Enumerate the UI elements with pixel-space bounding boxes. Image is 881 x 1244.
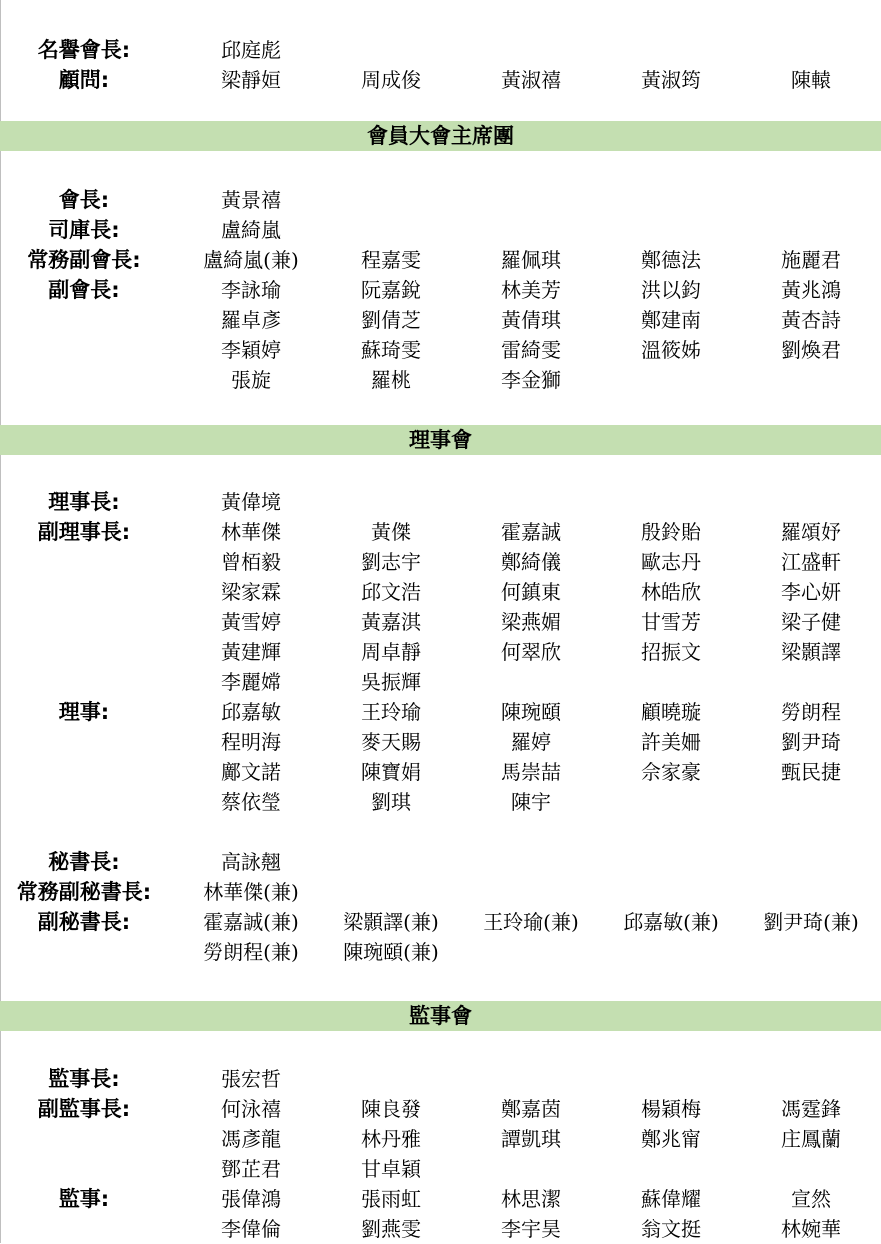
roster-row xyxy=(0,667,881,697)
member-name: 劉尹琦 xyxy=(781,730,841,754)
member-name: 鄭兆甯 xyxy=(641,1127,701,1151)
member-name: 李麗嫦 xyxy=(221,670,281,694)
member-name: 王玲瑜 xyxy=(361,700,421,724)
member-name: 鄭嘉茵 xyxy=(501,1097,561,1121)
member-name: 顧曉璇 xyxy=(641,700,701,724)
member-name: 黃嘉淇 xyxy=(361,610,421,634)
member-name: 梁靜姮 xyxy=(221,68,281,92)
member-name: 何翠欣 xyxy=(501,640,561,664)
member-name: 梁燕媚 xyxy=(501,610,561,634)
member-name: 羅桃 xyxy=(371,368,411,392)
member-name: 高詠翹 xyxy=(221,850,281,874)
member-name: 鄭德法 xyxy=(641,248,701,272)
member-name: 黃建輝 xyxy=(221,640,281,664)
member-name: 張雨虹 xyxy=(361,1187,421,1211)
roster-row xyxy=(0,487,881,517)
member-name: 林皓欣 xyxy=(641,580,701,604)
roster-row xyxy=(0,215,881,245)
role-label: 監事長: xyxy=(48,1067,120,1091)
role-label: 副監事長: xyxy=(37,1097,131,1121)
member-name: 宣然 xyxy=(791,1187,831,1211)
roster-row xyxy=(0,547,881,577)
member-name: 黃淑禧 xyxy=(501,68,561,92)
roster-row xyxy=(0,35,881,65)
member-name: 劉志宇 xyxy=(361,550,421,574)
role-label: 名譽會長: xyxy=(37,38,131,62)
member-name: 勞朗程 xyxy=(781,700,841,724)
roster-row xyxy=(0,245,881,275)
roster-row xyxy=(0,757,881,787)
member-name: 劉尹琦(兼) xyxy=(763,910,859,934)
member-name: 陳良發 xyxy=(361,1097,421,1121)
member-name: 甄民捷 xyxy=(781,760,841,784)
member-name: 甘雪芳 xyxy=(641,610,701,634)
member-name: 施麗君 xyxy=(781,248,841,272)
member-name: 陳琬頤 xyxy=(501,700,561,724)
member-name: 陳宇 xyxy=(511,790,551,814)
member-name: 周成俊 xyxy=(361,68,421,92)
member-name: 陳寶娟 xyxy=(361,760,421,784)
member-name: 李偉倫 xyxy=(221,1217,281,1241)
member-name: 馮彥龍 xyxy=(221,1127,281,1151)
member-name: 馮霆鋒 xyxy=(781,1097,841,1121)
member-name: 盧綺嵐 xyxy=(221,218,281,242)
roster-row xyxy=(0,185,881,215)
member-name: 李宇昊 xyxy=(501,1217,561,1241)
member-name: 梁顥譯 xyxy=(781,640,841,664)
member-name: 麥天賜 xyxy=(361,730,421,754)
member-name: 黃兆鴻 xyxy=(781,278,841,302)
member-name: 黃杏詩 xyxy=(781,308,841,332)
roster-row xyxy=(0,517,881,547)
member-name: 歐志丹 xyxy=(641,550,701,574)
roster-row xyxy=(0,1154,881,1184)
member-name: 李穎婷 xyxy=(221,338,281,362)
member-name: 林思潔 xyxy=(501,1187,561,1211)
roster-row xyxy=(0,697,881,727)
section-header-2: 理事會 xyxy=(0,425,881,455)
member-name: 陳轅 xyxy=(791,68,831,92)
member-name: 程明海 xyxy=(221,730,281,754)
member-name: 黃景禧 xyxy=(221,188,281,212)
role-label: 會長: xyxy=(58,188,110,212)
member-name: 黃傑 xyxy=(371,520,411,544)
member-name: 鄧芷君 xyxy=(221,1157,281,1181)
member-name: 李心妍 xyxy=(781,580,841,604)
member-name: 佘家豪 xyxy=(641,760,701,784)
roster-row xyxy=(0,847,881,877)
member-name: 霍嘉誠(兼) xyxy=(203,910,299,934)
member-name: 羅卓彥 xyxy=(221,308,281,332)
roster-row xyxy=(0,1094,881,1124)
roster-row xyxy=(0,817,881,847)
member-name: 楊穎梅 xyxy=(641,1097,701,1121)
member-name: 張宏哲 xyxy=(221,1067,281,1091)
member-name: 洪以鈞 xyxy=(641,278,701,302)
role-label: 理事: xyxy=(58,700,110,724)
member-name: 張偉鴻 xyxy=(221,1187,281,1211)
member-name: 邱文浩 xyxy=(361,580,421,604)
member-name: 勞朗程(兼) xyxy=(203,940,299,964)
member-name: 吳振輝 xyxy=(361,670,421,694)
roster-row xyxy=(0,907,881,937)
roster-row xyxy=(0,65,881,95)
roster-row xyxy=(0,937,881,967)
member-name: 何泳禧 xyxy=(221,1097,281,1121)
member-name: 蘇琦雯 xyxy=(361,338,421,362)
member-name: 甘卓穎 xyxy=(361,1157,421,1181)
member-name: 林華傑(兼) xyxy=(203,880,299,904)
roster-row xyxy=(0,365,881,395)
roster-row xyxy=(0,1124,881,1154)
role-label: 監事: xyxy=(58,1187,110,1211)
member-name: 雷綺雯 xyxy=(501,338,561,362)
roster-row xyxy=(0,727,881,757)
member-name: 許美姍 xyxy=(641,730,701,754)
role-label: 副會長: xyxy=(48,278,120,302)
member-name: 林婉華 xyxy=(781,1217,841,1241)
member-name: 梁顥譯(兼) xyxy=(343,910,439,934)
role-label: 常務副秘書長: xyxy=(16,880,152,904)
member-name: 邱嘉敏 xyxy=(221,700,281,724)
member-name: 羅佩琪 xyxy=(501,248,561,272)
member-name: 招振文 xyxy=(641,640,701,664)
member-name: 羅頌妤 xyxy=(781,520,841,544)
roster-row xyxy=(0,1184,881,1214)
roster-row xyxy=(0,305,881,335)
member-name: 程嘉雯 xyxy=(361,248,421,272)
role-label: 副理事長: xyxy=(37,520,131,544)
roster-row xyxy=(0,1064,881,1094)
section-header-3: 監事會 xyxy=(0,1001,881,1031)
roster-row xyxy=(0,607,881,637)
member-name: 霍嘉誠 xyxy=(501,520,561,544)
role-label: 理事長: xyxy=(48,490,120,514)
member-name: 何鎮東 xyxy=(501,580,561,604)
roster-row xyxy=(0,275,881,305)
member-name: 盧綺嵐(兼) xyxy=(203,248,299,272)
member-name: 劉琪 xyxy=(371,790,411,814)
member-name: 黃倩琪 xyxy=(501,308,561,332)
member-name: 譚凱琪 xyxy=(501,1127,561,1151)
member-name: 張旋 xyxy=(231,368,271,392)
role-label: 常務副會長: xyxy=(27,248,141,272)
member-name: 陳琬頤(兼) xyxy=(343,940,439,964)
member-name: 鄭建南 xyxy=(641,308,701,332)
member-name: 溫筱姊 xyxy=(641,338,701,362)
member-name: 蔡依瑩 xyxy=(221,790,281,814)
member-name: 林華傑 xyxy=(221,520,281,544)
member-name: 黃雪婷 xyxy=(221,610,281,634)
member-name: 鄭綺儀 xyxy=(501,550,561,574)
member-name: 邱嘉敏(兼) xyxy=(623,910,719,934)
member-name: 殷鈴貽 xyxy=(641,520,701,544)
member-name: 鄺文諾 xyxy=(221,760,281,784)
roster-row xyxy=(0,1214,881,1244)
member-name: 劉燕雯 xyxy=(361,1217,421,1241)
roster-row xyxy=(0,577,881,607)
member-name: 阮嘉銳 xyxy=(361,278,421,302)
roster-row xyxy=(0,335,881,365)
roster-row xyxy=(0,637,881,667)
role-label: 秘書長: xyxy=(48,850,120,874)
member-name: 羅婷 xyxy=(511,730,551,754)
role-label: 司庫長: xyxy=(48,218,120,242)
member-name: 蘇偉耀 xyxy=(641,1187,701,1211)
roster-row xyxy=(0,787,881,817)
member-name: 林美芳 xyxy=(501,278,561,302)
member-name: 黃淑筠 xyxy=(641,68,701,92)
member-name: 庄鳳蘭 xyxy=(781,1127,841,1151)
section-header-1: 會員大會主席團 xyxy=(0,121,881,151)
member-name: 周卓靜 xyxy=(361,640,421,664)
member-name: 邱庭彪 xyxy=(221,38,281,62)
role-label: 顧問: xyxy=(58,68,110,92)
member-name: 劉煥君 xyxy=(781,338,841,362)
member-name: 黃偉境 xyxy=(221,490,281,514)
role-label: 副秘書長: xyxy=(37,910,131,934)
member-name: 梁家霖 xyxy=(221,580,281,604)
member-name: 馬崇喆 xyxy=(501,760,561,784)
member-name: 曾栢毅 xyxy=(221,550,281,574)
member-name: 李金獅 xyxy=(501,368,561,392)
member-name: 王玲瑜(兼) xyxy=(483,910,579,934)
member-name: 江盛軒 xyxy=(781,550,841,574)
member-name: 翁文挺 xyxy=(641,1217,701,1241)
member-name: 李詠瑜 xyxy=(221,278,281,302)
member-name: 梁子健 xyxy=(781,610,841,634)
member-name: 劉倩芝 xyxy=(361,308,421,332)
roster-row xyxy=(0,877,881,907)
member-name: 林丹雅 xyxy=(361,1127,421,1151)
